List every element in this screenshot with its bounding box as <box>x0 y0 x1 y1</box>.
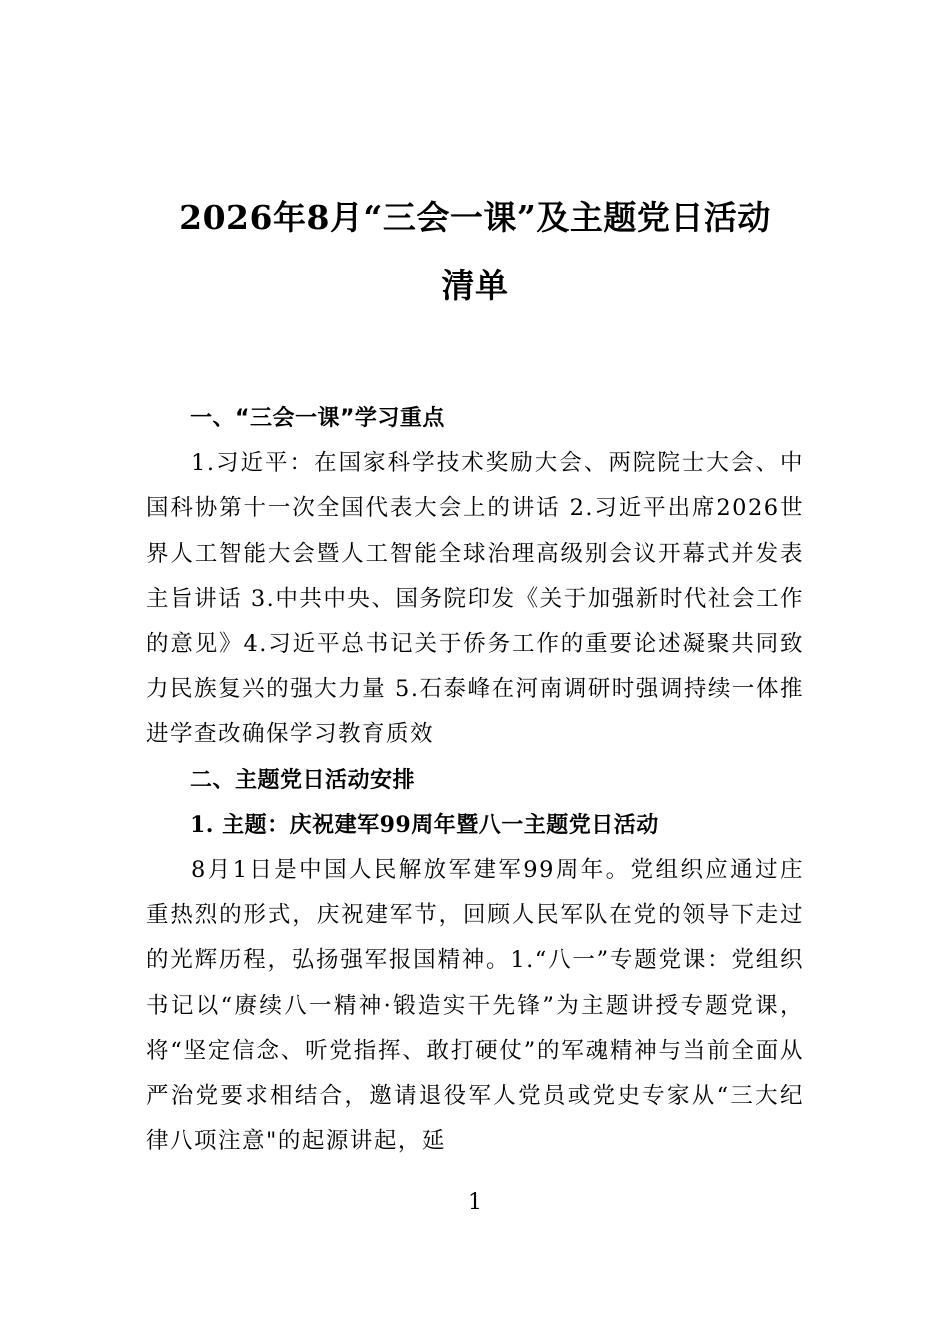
page-number: 1 <box>468 1190 482 1215</box>
section1-heading: 一、“三会一课”学习重点 <box>190 406 445 431</box>
section2-heading: 二、主题党日活动安排 <box>190 767 416 793</box>
section2-subheading: 1. 主题：庆祝建军99周年暨八一主题党日活动 <box>190 811 659 838</box>
section1-paragraph: 1.习近平：在国家科学技术奖励大会、两院院士大会、中国科协第十一次全国代表大会上的讲话 2.习近平出席2026世界人工智能大会暨人工智能全球治理高级别会议开幕式并发表主旨讲话 3.中共中央、国务院印发《关于加强新时代社会工作的意见》4.习近平总书记关于侨务工作的重要论述凝聚共同致力民族复兴的强大力量 5.石泰峰在河南调研时强调持续一体推进学查改确保学习教育质效 <box>146 450 804 748</box>
document-body <box>146 396 804 1164</box>
document-title-line1: 2026年8月“三会一课”及主题党日活动 <box>179 198 771 237</box>
section2-paragraph: 8月1日是中国人民解放军建军99周年。党组织应通过庄重热烈的形式，庆祝建军节，回顾人民军队在党的领导下走过的光辉历程，弘扬强军报国精神。1.“八一”专题党课：党组织书记以“赓续八一精神·锻造实干先锋”为主题讲授专题党课，将“坚定信念、听党指挥、敢打硬仗”的军魂精神与当前全面从严治党要求相结合，邀请退役军人党员或党史专家从“三大纪律八项注意"的起源讲起，延 <box>146 857 804 1155</box>
document-title-line2: 清单 <box>441 266 509 305</box>
